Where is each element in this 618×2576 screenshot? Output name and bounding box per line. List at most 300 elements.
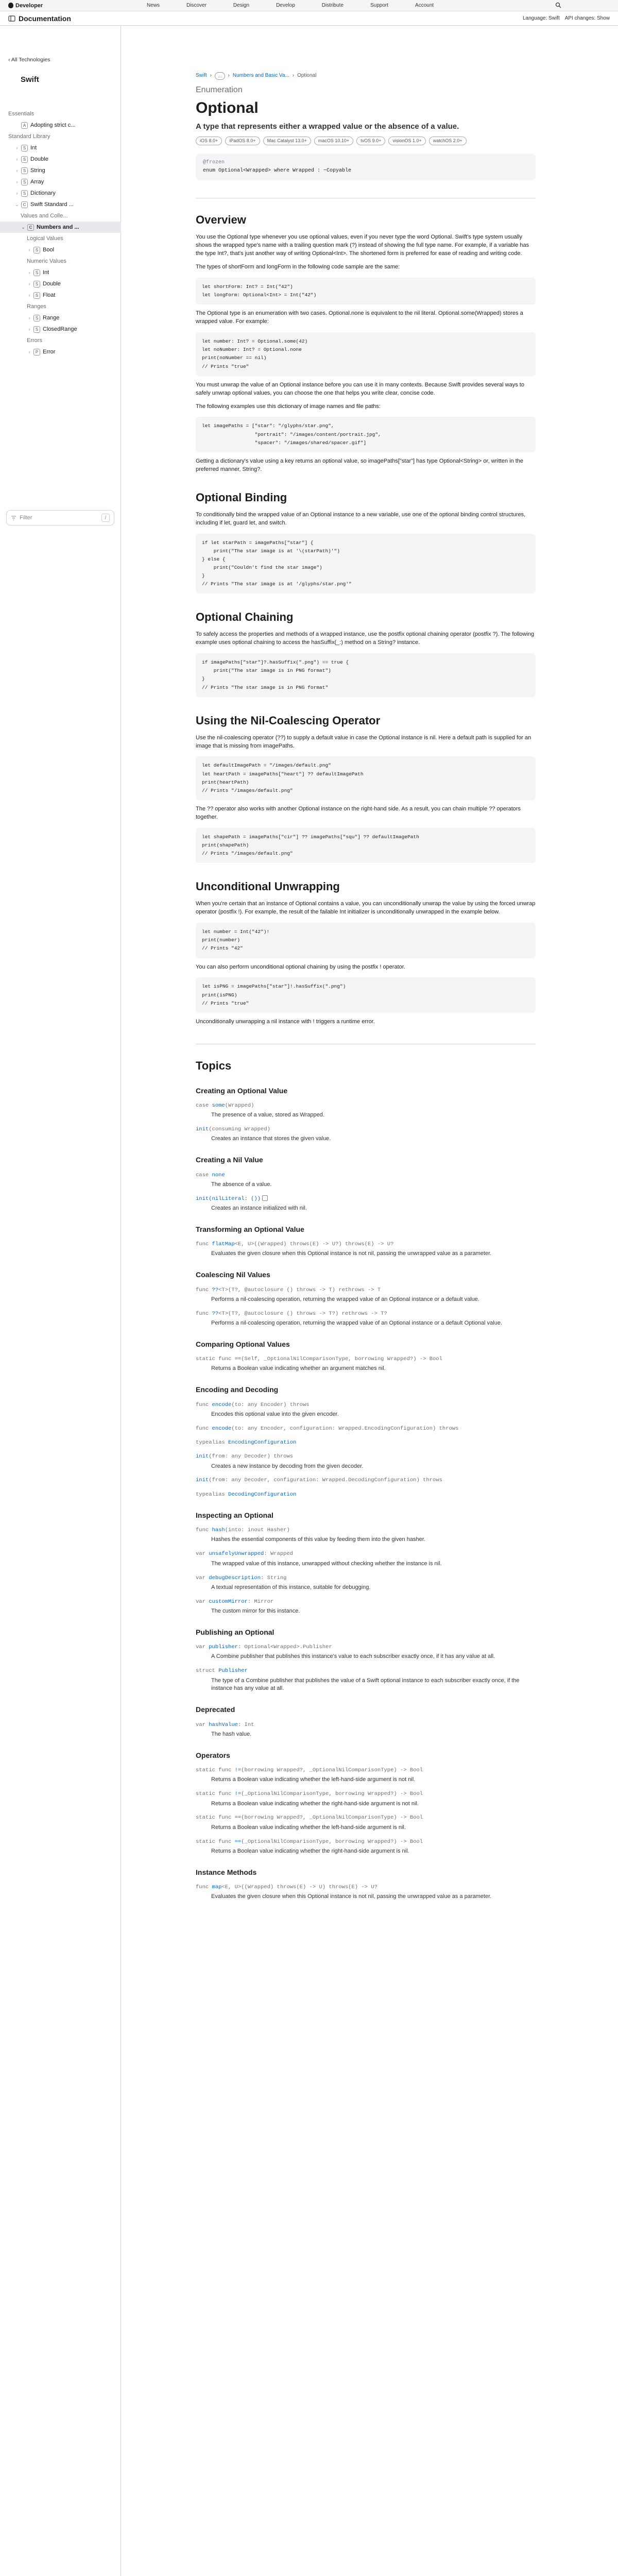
topic-group-heading: Creating a Nil Value [196, 1156, 263, 1164]
signature-keyword: func [196, 1310, 212, 1317]
symbol-signature [196, 1126, 536, 1133]
sidebar-item-label: Errors [27, 337, 42, 344]
topic-item [196, 1527, 536, 1544]
chevron-right-icon[interactable]: › [16, 168, 18, 173]
section-paragraph: You can also perform unconditional optional chaining by using the postfix ! operator. [196, 963, 405, 970]
symbol-signature [196, 1401, 536, 1409]
breadcrumb-item[interactable]: ... [215, 72, 225, 80]
symbol-link[interactable]: encode [212, 1425, 232, 1432]
symbol-link[interactable]: == [234, 1356, 242, 1363]
sidebar-item-label: Numbers and ... [37, 224, 79, 230]
signature-params: <T>(T?, @autoclosure () throws -> T?) rethrows -> T? [218, 1310, 387, 1317]
api-changes-toggle[interactable]: API changes: Show [564, 15, 610, 21]
symbol-link[interactable]: != [234, 1791, 242, 1798]
topic-group-heading: Encoding and Decoding [196, 1385, 279, 1394]
symbol-description: The wrapped value of this instance, unwrapped without checking whether the instance is nil. [211, 1560, 442, 1567]
signature-keyword: static func [196, 1815, 235, 1821]
symbol-link[interactable]: encode [212, 1401, 232, 1408]
topic-group-heading: Creating an Optional Value [196, 1086, 288, 1095]
availability-badge: tvOS 9.0+ [356, 137, 385, 145]
overview-paragraph: You must unwrap the value of an Optional instance before you can use it in many contexts. Because Swift provides several ways to safely unwrap optional values, you can choose the one that helps you write clear, concise code. [196, 381, 524, 396]
section-paragraph: To safely access the properties and methods of a wrapped instance, use the postfix optional chaining operator (postfix ?). The following example uses optional chaining to access the hasSuffix(_:) method on a String? instance. [196, 631, 535, 646]
symbol-signature [196, 1884, 536, 1891]
symbol-kind-icon: S [33, 269, 40, 276]
chevron-right-icon[interactable]: › [28, 281, 30, 286]
topic-item [196, 1241, 536, 1258]
symbol-link[interactable]: == [234, 1815, 242, 1821]
symbol-signature [196, 1102, 536, 1110]
topics-heading: Topics [196, 1059, 232, 1072]
availability-badge: visionOS 1.0+ [388, 137, 425, 145]
symbol-description: Returns a Boolean value indicating whether the left-hand-side argument is not nil. [211, 1776, 416, 1783]
signature-params: : Mirror [247, 1598, 274, 1605]
topic-item [196, 1667, 536, 1693]
symbol-signature [196, 1527, 536, 1534]
signature-keyword: static func [196, 1791, 235, 1798]
code-listing: let shapePath = imagePaths["cir"] ?? imagePaths["squ"] ?? defaultImagePath print(shapePath) // Prints "/images/default.png" [196, 828, 536, 863]
symbol-signature [196, 1550, 536, 1558]
symbol-kind-icon: S [33, 292, 40, 299]
symbol-description: Encodes this optional value into the given encoder. [211, 1411, 339, 1417]
availability-list [196, 137, 536, 145]
signature-params: (from: any Decoder) throws [209, 1453, 294, 1460]
signature-params: (Self, _OptionalNilComparisonType, borrowing Wrapped?) -> Bool [241, 1356, 442, 1363]
overview-paragraph: You use the Optional type whenever you use optional values, even if you never type the word Optional. Swift's type system usually shows the wrapped type's name with a trailing question mark (?) instead of showing the full type name. For example, if a variable has the type Int?, that's just another way of writing Optional<Int>. The shortened form is preferred for ease of reading and writing code. [196, 234, 529, 257]
section-paragraph: When you're certain that an instance of Optional contains a value, you can unconditionally unwrap the value by using the forced unwrap operator (postfix !). For example, the result of the failable Int initializer is unconditionally unwrapped in the example below. [196, 901, 536, 916]
symbol-description: A Combine publisher that publishes this instance's value to each subscriber exactly once, if it has any value at all. [211, 1653, 495, 1660]
signature-keyword: static func [196, 1838, 235, 1845]
symbol-kind-icon: C [27, 224, 34, 231]
breadcrumb [196, 72, 536, 80]
symbol-description: The hash value. [211, 1731, 252, 1737]
topic-group-heading: Inspecting an Optional [196, 1511, 273, 1519]
symbol-kind-icon: C [21, 201, 28, 208]
section-heading: Using the Nil-Coalescing Operator [196, 714, 381, 727]
availability-badge: iPadOS 8.0+ [225, 137, 260, 145]
signature-keyword: func [196, 1884, 212, 1891]
sidebar-item-label: Double [43, 281, 61, 287]
sidebar-item-label: Adopting strict c... [30, 122, 76, 128]
sidebar-item[interactable] [0, 120, 121, 131]
code-listing: let defaultImagePath = "/images/default.png" let heartPath = imagePaths["heart"] ?? defaultImagePath print(heartPath) // Prints "/images/default.png" [196, 756, 536, 800]
symbol-link[interactable]: DecodingConfiguration [228, 1491, 297, 1498]
symbol-kind-icon: S [21, 167, 28, 174]
symbol-kind-icon: S [33, 247, 40, 253]
chevron-right-icon[interactable]: › [28, 315, 30, 320]
sidebar-item-label: Values and Colle... [21, 213, 68, 219]
signature-keyword: typealias [196, 1439, 229, 1446]
symbol-signature [196, 1667, 536, 1675]
signature-params: (_OptionalNilComparisonType, borrowing Wrapped?) -> Bool [241, 1838, 423, 1845]
page-title: Optional [196, 99, 259, 117]
global-nav-links [147, 3, 434, 8]
sidebar-item-label: Bool [43, 247, 55, 253]
signature-keyword: func [196, 1241, 212, 1248]
sidebar-item [0, 210, 121, 222]
symbol-signature [196, 1790, 536, 1798]
filter-input[interactable]: Filter / [6, 510, 114, 526]
chevron-down-icon[interactable]: ⌄ [21, 224, 25, 230]
filter-icon [11, 515, 16, 521]
global-nav-link[interactable]: Account [415, 3, 434, 8]
symbol-signature [196, 1286, 536, 1294]
sidebar-item[interactable] [0, 188, 121, 199]
symbol-description: Returns a Boolean value indicating whether the right-hand-side argument is not nil. [211, 1800, 419, 1807]
symbol-signature [196, 1491, 536, 1499]
signature-params: (Wrapped) [225, 1102, 254, 1109]
sidebar-item[interactable] [0, 346, 121, 358]
sidebar-item-label: Double [30, 156, 48, 162]
code-listing: let isPNG = imagePaths["star"]!.hasSuffix(".png") print(isPNG) // Prints "true" [196, 977, 536, 1012]
signature-keyword: func [196, 1286, 212, 1293]
breadcrumb-item[interactable]: Numbers and Basic Va... [232, 73, 289, 79]
symbol-link[interactable]: map [212, 1884, 222, 1891]
symbol-link[interactable]: flatMap [212, 1241, 235, 1248]
topic-item [196, 1286, 536, 1304]
overview-paragraph: Getting a dictionary's value using a key returns an optional value, so imagePaths["star"] has type Optional<String> or, written in the preferred manner, String?. [196, 457, 524, 472]
symbol-signature [196, 1172, 536, 1179]
sidebar-item [0, 256, 121, 267]
signature-params: (_OptionalNilComparisonType, borrowing Wrapped?) -> Bool [241, 1791, 423, 1798]
topic-item [196, 1453, 536, 1470]
topic-item [196, 1814, 536, 1832]
sidebar-item[interactable] [0, 165, 121, 176]
symbol-link[interactable]: Publisher [218, 1668, 248, 1674]
availability-badge: watchOS 2.0+ [429, 137, 467, 145]
topic-item [196, 1425, 536, 1433]
sidebar [0, 26, 121, 2576]
availability-badge: Mac Catalyst 13.0+ [263, 137, 311, 145]
symbol-link[interactable]: none [212, 1172, 225, 1178]
sidebar-item [0, 131, 121, 142]
topic-group-heading: Transforming an Optional Value [196, 1225, 304, 1233]
symbol-kind-icon: S [33, 315, 40, 321]
code-listing: let shortForm: Int? = Int("42") let longForm: Optional<Int> = Int("42") [196, 278, 536, 304]
symbol-link[interactable]: != [234, 1767, 242, 1774]
section-paragraph: The ?? operator also works with another Optional instance on the right-hand side. As a result, you can chain multiple ?? operators together. [196, 806, 521, 820]
topic-item [196, 1126, 536, 1143]
symbol-signature [196, 1767, 536, 1774]
symbol-description: Returns a Boolean value indicating whether the right-hand-side argument is nil. [211, 1848, 409, 1854]
topic-item [196, 1767, 536, 1784]
symbol-link[interactable]: ?? [212, 1310, 219, 1317]
symbol-description: Returns a Boolean value indicating whether an argument matches nil. [211, 1365, 386, 1372]
symbol-kind-icon: S [33, 326, 40, 333]
topic-item [196, 1439, 536, 1447]
overview-paragraph: The Optional type is an enumeration with two cases. Optional.none is equivalent to the nil literal. Optional.some(Wrapped) stores a wrapped value. For example: [196, 310, 523, 325]
section-paragraph: Unconditionally unwrapping a nil instance with ! triggers a runtime error. [196, 1018, 375, 1025]
availability-badge: macOS 10.10+ [314, 137, 353, 145]
signature-params: <T>(T?, @autoclosure () throws -> T) rethrows -> T [218, 1286, 381, 1293]
sidebar-item-label: Int [30, 145, 37, 151]
symbol-description: Creates an instance initialized with nil. [211, 1205, 307, 1211]
code-listing: let number = Int("42")! print(number) // Prints "42" [196, 923, 536, 958]
global-nav-link[interactable]: Develop [276, 3, 295, 8]
symbol-description: Hashes the essential components of this value by feeding them into the given hasher. [211, 1536, 425, 1543]
sidebar-item-label: Dictionary [30, 190, 56, 196]
topic-item [196, 1884, 536, 1901]
symbol-description: Returns a Boolean value indicating whether the left-hand-side argument is nil. [211, 1824, 406, 1831]
sidebar-item-label: Logical Values [27, 235, 63, 242]
topic-group-heading: Coalescing Nil Values [196, 1270, 270, 1279]
symbol-description: Evaluates the given closure when this Optional instance is not nil, passing the unwrapped value as a parameter. [211, 1893, 492, 1900]
symbol-description: The presence of a value, stored as Wrapped. [211, 1112, 324, 1118]
symbol-signature [196, 1425, 536, 1433]
signature-params: <E, U>((Wrapped) throws(E) -> U) throws(E) -> U? [221, 1884, 377, 1891]
symbol-description: Creates an instance that stores the given value. [211, 1136, 331, 1142]
symbol-signature [196, 1838, 536, 1846]
section-heading: Optional Binding [196, 490, 287, 504]
info-icon [262, 1195, 268, 1201]
signature-params: (borrowing Wrapped?, _OptionalNilComparisonType) -> Bool [241, 1815, 423, 1821]
breadcrumb-item[interactable]: Optional [297, 73, 317, 79]
signature-keyword: var [196, 1574, 209, 1581]
symbol-signature [196, 1195, 536, 1203]
sidebar-item[interactable] [0, 154, 121, 165]
symbol-signature [196, 1310, 536, 1318]
language-toggle[interactable]: Language: Swift [523, 15, 560, 21]
topic-item [196, 1721, 536, 1739]
symbol-link[interactable]: == [234, 1838, 242, 1845]
sidebar-item[interactable] [0, 278, 121, 290]
overview-heading: Overview [196, 213, 246, 227]
symbol-link[interactable]: init [196, 1126, 209, 1133]
sidebar-item[interactable] [0, 324, 121, 335]
signature-keyword: static func [196, 1767, 235, 1774]
breadcrumb-separator-icon: › [292, 73, 295, 79]
symbol-signature [196, 1643, 536, 1651]
symbol-signature [196, 1814, 536, 1822]
section-paragraph: To conditionally bind the wrapped value of an Optional instance to a new variable, use one of the optional binding control structures, including if let, guard let, and switch. [196, 511, 526, 526]
chevron-right-icon[interactable]: › [28, 270, 30, 275]
topic-item [196, 1598, 536, 1616]
topic-item [196, 1355, 536, 1373]
search-icon[interactable] [555, 2, 561, 8]
signature-params: (from: any Decoder, configuration: Wrapped.DecodingConfiguration) throws [209, 1477, 442, 1484]
section-paragraph: Use the nil-coalescing operator (??) to supply a default value in case the Optional instance is nil. Here a default path is supplied for an image that is missing from imagePaths. [196, 734, 531, 749]
sidebar-item-label: String [30, 167, 45, 174]
sidebar-toggle-icon[interactable] [8, 15, 15, 22]
sidebar-item[interactable] [0, 312, 121, 324]
chevron-right-icon[interactable]: › [16, 145, 18, 150]
sidebar-item-label: Range [43, 315, 60, 321]
chevron-right-icon[interactable]: › [28, 293, 30, 298]
symbol-link[interactable]: init [196, 1477, 209, 1484]
symbol-link[interactable]: debugDescription [209, 1574, 261, 1581]
topic-item [196, 1574, 536, 1592]
topic-item [196, 1172, 536, 1189]
topic-item [196, 1550, 536, 1568]
sidebar-item[interactable] [0, 176, 121, 188]
symbol-description: Performs a nil-coalescing operation, returning the wrapped value of an Optional instance or a default Optional value. [211, 1320, 503, 1327]
symbol-signature [196, 1355, 536, 1363]
signature-keyword: case [196, 1102, 212, 1109]
chevron-right-icon[interactable]: › [28, 349, 30, 354]
symbol-signature [196, 1598, 536, 1606]
code-listing: let imagePaths = ["star": "/glyphs/star.png", "portrait": "/images/content/portrait.jpg", "spacer": "/images/shared/spacer.gif"] [196, 417, 536, 452]
sidebar-item-label: Essentials [8, 111, 35, 117]
signature-keyword: struct [196, 1668, 219, 1674]
topic-item [196, 1477, 536, 1484]
sidebar-item [0, 108, 121, 120]
sidebar-item-label: Int [43, 269, 49, 276]
sidebar-item-label: Float [43, 292, 56, 298]
chevron-right-icon[interactable]: › [16, 179, 18, 184]
developer-brand[interactable]: Developer [8, 3, 43, 9]
apple-logo-icon [8, 3, 13, 8]
code-listing: if let starPath = imagePaths["star"] { print("The star image is at '\(starPath)'") } else { print("Couldn't find the star image") } // Prints "The star image is at '/glyphs/star.png'" [196, 534, 536, 594]
signature-params: : Int [237, 1721, 254, 1728]
breadcrumb-item[interactable]: Swift [196, 73, 207, 79]
symbol-description: Evaluates the given closure when this Optional instance is not nil, passing the unwrapped value as a parameter. [211, 1250, 492, 1257]
topic-item [196, 1838, 536, 1856]
section-heading: Optional Chaining [196, 611, 294, 624]
global-nav-link[interactable]: Discover [186, 3, 207, 8]
signature-params: <E, U>((Wrapped) throws(E) -> U?) throws(E) -> U? [234, 1241, 394, 1248]
code-listing: if imagePaths["star"]?.hasSuffix(".png") == true { print("The star image is in PNG format") } // Prints "The star image is in PNG format" [196, 653, 536, 697]
chevron-down-icon[interactable]: ⌄ [15, 201, 19, 207]
global-nav-link[interactable]: Distribute [321, 3, 344, 8]
filter-shortcut-key: / [101, 514, 110, 522]
symbol-signature [196, 1453, 536, 1461]
signature-keyword: var [196, 1721, 209, 1728]
availability-badge: iOS 8.0+ [196, 137, 222, 145]
signature-params: (into: inout Hasher) [225, 1527, 290, 1534]
symbol-description: The absence of a value. [211, 1181, 272, 1188]
sidebar-item[interactable] [0, 199, 121, 210]
main-content [196, 26, 536, 1901]
all-technologies-link[interactable]: ‹ All Technologies [8, 57, 50, 63]
topic-item [196, 1643, 536, 1661]
sidebar-item-label: Array [30, 179, 44, 185]
sidebar-item-label: Numeric Values [27, 258, 66, 264]
section-heading: Unconditional Unwrapping [196, 880, 340, 893]
signature-params: : String [261, 1574, 287, 1581]
signature-params: : Wrapped [264, 1551, 294, 1557]
signature-keyword: static func [196, 1356, 235, 1363]
signature-keyword: case [196, 1172, 212, 1178]
symbol-description: The custom mirror for this instance. [211, 1607, 300, 1614]
signature-keyword: var [196, 1598, 209, 1605]
signature-params: (consuming Wrapped) [209, 1126, 270, 1133]
sidebar-item[interactable] [0, 142, 121, 154]
symbol-kind-icon: A [21, 122, 28, 129]
symbol-link[interactable]: ?? [212, 1286, 219, 1293]
symbol-description: Performs a nil-coalescing operation, returning the wrapped value of an Optional instance or a default value. [211, 1296, 479, 1302]
sidebar-item [0, 335, 121, 346]
sidebar-item[interactable] [0, 267, 121, 278]
documentation-title[interactable]: Documentation [8, 14, 71, 23]
sidebar-item-label: Swift Standard ... [30, 201, 74, 208]
documentation-bar [0, 11, 618, 26]
breadcrumb-separator-icon: › [210, 73, 212, 79]
topic-item [196, 1790, 536, 1808]
symbol-kind-icon: S [33, 281, 40, 287]
symbol-signature [196, 1241, 536, 1248]
topic-item [196, 1310, 536, 1328]
chevron-right-icon[interactable]: › [16, 157, 18, 162]
abstract: A type that represents either a wrapped value or the absence of a value. [196, 122, 459, 131]
symbol-kind-icon: S [21, 179, 28, 185]
symbol-signature [196, 1477, 536, 1484]
topic-item [196, 1401, 536, 1419]
symbol-kind: Enumeration [196, 86, 243, 95]
topic-item [196, 1102, 536, 1120]
sidebar-item[interactable] [0, 244, 121, 256]
symbol-signature [196, 1574, 536, 1582]
signature-keyword: func [196, 1401, 212, 1408]
topic-group-heading: Instance Methods [196, 1868, 257, 1876]
topic-group-heading: Deprecated [196, 1705, 235, 1714]
symbol-link[interactable]: EncodingConfiguration [228, 1439, 297, 1446]
topic-item [196, 1195, 536, 1213]
signature-keyword: func [196, 1425, 212, 1432]
topics-list [196, 1086, 536, 1902]
sidebar-item [0, 233, 121, 244]
breadcrumb-separator-icon: › [228, 73, 230, 79]
sidebar-item[interactable] [0, 222, 121, 233]
symbol-link[interactable]: some [212, 1102, 225, 1109]
signature-params: (borrowing Wrapped?, _OptionalNilComparisonType) -> Bool [241, 1767, 423, 1774]
signature-keyword: func [196, 1527, 212, 1534]
symbol-description: The type of a Combine publisher that publishes the value of a Swift optional instance to each subscriber exactly once, if the instance has any value at all. [211, 1677, 520, 1692]
topic-item [196, 1491, 536, 1499]
topic-group-heading: Operators [196, 1751, 230, 1759]
topic-group-heading: Publishing an Optional [196, 1628, 274, 1636]
signature-keyword: var [196, 1551, 209, 1557]
symbol-link[interactable]: unsafelyUnwrapped [209, 1551, 264, 1557]
sidebar-item-label: Error [43, 349, 56, 355]
topic-group-heading: Comparing Optional Values [196, 1340, 290, 1348]
declaration: @frozen enum Optional<Wrapped> where Wrapped : ~Copyable [196, 154, 536, 180]
signature-keyword: var [196, 1644, 209, 1651]
sidebar-item-label: ClosedRange [43, 326, 77, 332]
symbol-description: Creates a new instance by decoding from the given decoder. [211, 1463, 364, 1469]
signature-keyword: typealias [196, 1491, 229, 1498]
sidebar-item [0, 301, 121, 312]
global-nav [0, 0, 618, 11]
symbol-kind-icon: S [21, 156, 28, 163]
signature-params: (to: any Encoder, configuration: Wrapped.EncodingConfiguration) throws [231, 1425, 459, 1432]
symbol-link[interactable]: init(nilLiteral: ()) [196, 1195, 261, 1202]
sidebar-item-label: Standard Library [8, 133, 50, 140]
sidebar-item[interactable] [0, 290, 121, 301]
symbol-signature [196, 1439, 536, 1447]
signature-params: (to: any Encoder) throws [231, 1401, 310, 1408]
symbol-link[interactable]: publisher [209, 1644, 238, 1651]
symbol-signature [196, 1721, 536, 1729]
global-nav-link[interactable]: Support [370, 3, 389, 8]
sidebar-framework-title[interactable]: Swift [21, 75, 39, 84]
chevron-right-icon[interactable]: › [16, 191, 18, 196]
signature-params: : Optional<Wrapped>.Publisher [237, 1644, 332, 1651]
overview-paragraph: The following examples use this dictionary of image names and file paths: [196, 403, 381, 410]
symbol-description: A textual representation of this instance, suitable for debugging. [211, 1584, 371, 1590]
symbol-kind-icon: P [33, 349, 40, 355]
chevron-right-icon[interactable]: › [28, 247, 30, 252]
chevron-right-icon[interactable]: › [28, 327, 30, 332]
code-listing: let number: Int? = Optional.some(42) let noNumber: Int? = Optional.none print(noNumber == nil) // Prints "true" [196, 332, 536, 376]
symbol-kind-icon: S [21, 145, 28, 151]
symbol-link[interactable]: hash [212, 1527, 225, 1534]
overview-paragraph: The types of shortForm and longForm in the following code sample are the same: [196, 263, 400, 270]
sidebar-item-label: Ranges [27, 303, 46, 310]
symbol-link[interactable]: hashValue [209, 1721, 238, 1728]
global-nav-link[interactable]: Design [233, 3, 250, 8]
symbol-link[interactable]: init [196, 1453, 209, 1460]
global-nav-link[interactable]: News [147, 3, 160, 8]
symbol-link[interactable]: customMirror [209, 1598, 248, 1605]
